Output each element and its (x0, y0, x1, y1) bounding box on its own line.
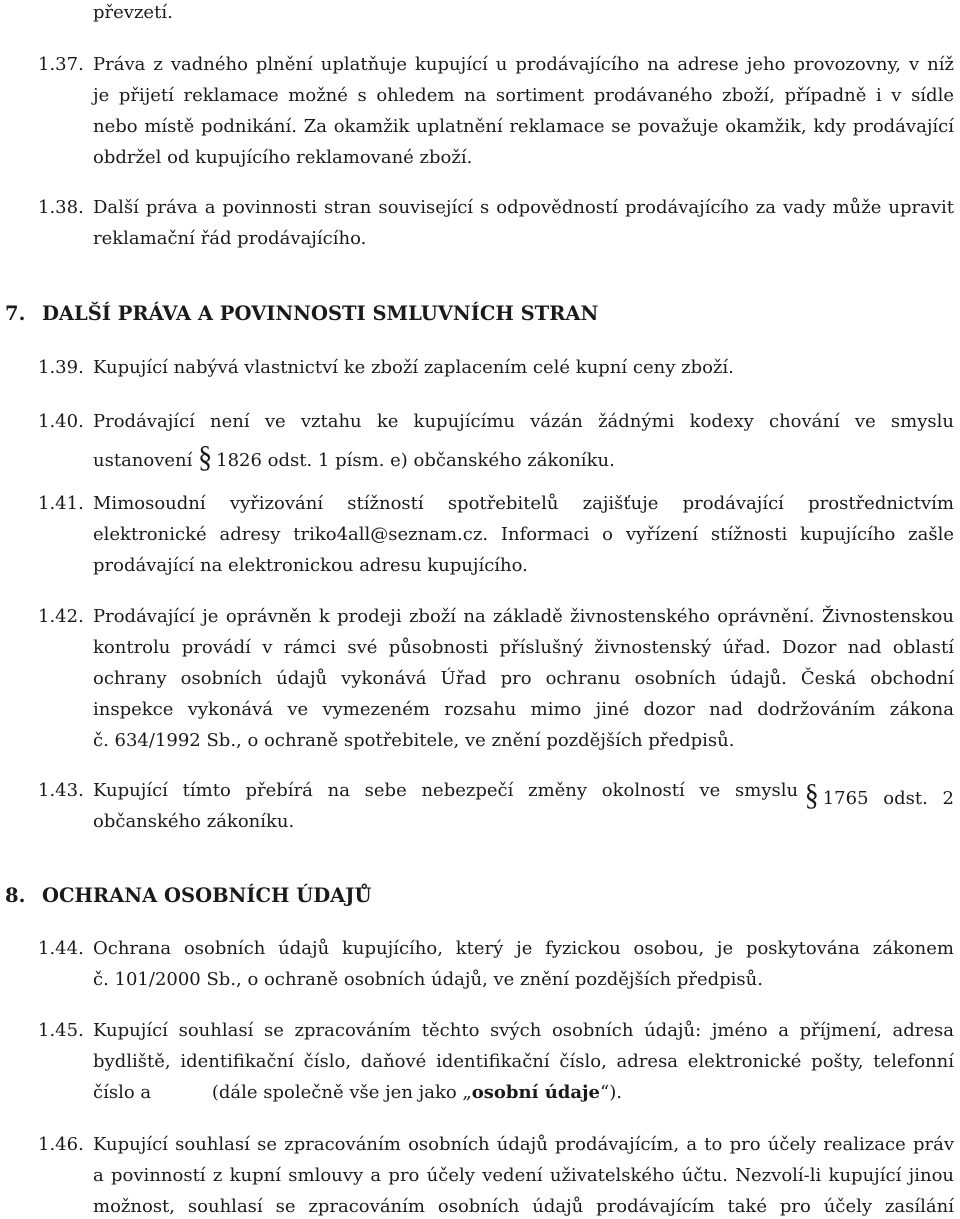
text-line: prodávající na elektronickou adresu kupujícího. (93, 555, 528, 576)
section-heading: DALŠÍ PRÁVA A POVINNOSTI SMLUVNÍCH STRAN (42, 302, 599, 325)
text-line: kontrolu provádí v rámci své působnosti příslušný živnostenský úřad. Dozor nad oblastí (93, 637, 954, 658)
text-fragment: “). (600, 1082, 622, 1103)
text-line: Práva z vadného plnění uplatňuje kupující u prodávajícího na adrese jeho provozovny, v níž (93, 54, 954, 75)
text-line: možnost, souhlasí se zpracováním osobních údajů prodávajícím také pro účely zasílání (93, 1196, 954, 1217)
clause-number: 1.44. (38, 938, 84, 959)
text-line: Prodávající není ve vztahu ke kupujícímu vázán žádnými kodexy chování ve smyslu (93, 411, 954, 432)
section-sign-icon: § (804, 778, 819, 813)
text-line: a povinností z kupní smlouvy a pro účely vedení uživatelského účtu. Nezvolí-li kupující jinou (93, 1165, 954, 1186)
text-line: převzetí. (93, 2, 173, 23)
text-fragment: ustanovení (93, 450, 193, 471)
clause-number: 1.38. (38, 197, 84, 218)
text-line (93, 442, 615, 474)
clause-number: 1.39. (38, 357, 84, 378)
text-fragment: 1826 odst. 1 písm. e) občanského zákoníku. (216, 450, 615, 471)
text-line: Kupující nabývá vlastnictví ke zboží zaplacením celé kupní ceny zboží. (93, 357, 734, 378)
section-heading: OCHRANA OSOBNÍCH ÚDAJŮ (42, 884, 372, 907)
text-line: je přijetí reklamace možné s ohledem na sortiment prodávaného zboží, případně i v sídle (93, 85, 954, 106)
text-line: Mimosoudní vyřizování stížností spotřebitelů zajišťuje prodávající prostřednictvím (93, 493, 954, 514)
text-line: obdržel od kupujícího reklamované zboží. (93, 147, 473, 168)
clause-number: 1.45. (38, 1020, 84, 1041)
text-line: Kupující souhlasí se zpracováním těchto svých osobních údajů: jméno a příjmení, adresa (93, 1020, 954, 1041)
text-line: reklamační řád prodávajícího. (93, 228, 367, 249)
text-line: bydliště, identifikační číslo, daňové identifikační číslo, adresa elektronické pošty, telefonní (93, 1051, 954, 1072)
clause-number: 1.46. (38, 1134, 84, 1155)
section-number: 7. (5, 302, 26, 325)
text-fragment: číslo a (93, 1082, 152, 1103)
text-line: č. 634/1992 Sb., o ochraně spotřebitele, ve znění pozdějších předpisů. (93, 730, 735, 751)
text-line: č. 101/2000 Sb., o ochraně osobních údajů, ve znění pozdějších předpisů. (93, 969, 763, 990)
text-fragment: (dále společně vše jen jako „ (211, 1082, 472, 1103)
text-line: nebo místě podnikání. Za okamžik uplatnění reklamace se považuje okamžik, kdy prodávající (93, 116, 954, 137)
text-line (93, 1082, 622, 1103)
clause-number: 1.42. (38, 606, 84, 627)
text-line: ochrany osobních údajů vykonává Úřad pro ochranu osobních údajů. Česká obchodní (93, 668, 954, 689)
text-line: Kupující souhlasí se zpracováním osobních údajů prodávajícím, a to pro účely realizace práv (93, 1134, 954, 1155)
text-line: Ochrana osobních údajů kupujícího, který je fyzickou osobou, je poskytována zákonem (93, 938, 954, 959)
clause-number: 1.43. (38, 780, 84, 801)
section-number: 8. (5, 884, 26, 907)
text-fragment: 1765 odst. 2 (822, 788, 954, 809)
text-line: Prodávající je oprávněn k prodeji zboží na základě živnostenského oprávnění. Živnostenskou (93, 606, 954, 627)
clause-number: 1.37. (38, 54, 84, 75)
section-sign-icon: § (198, 440, 213, 475)
text-line (93, 780, 954, 812)
text-fragment-bold: osobní údaje (471, 1082, 600, 1103)
clause-number: 1.41. (38, 493, 84, 514)
text-line: elektronické adresy triko4all@seznam.cz. Informaci o vyřízení stížnosti kupujícího zašle (93, 524, 954, 545)
text-fragment: Kupující tímto přebírá na sebe nebezpečí změny okolností ve smyslu (93, 780, 799, 801)
text-line: Další práva a povinnosti stran související s odpovědností prodávajícího za vady může upravit (93, 197, 954, 218)
clause-number: 1.40. (38, 411, 84, 432)
text-line: občanského zákoníku. (93, 811, 295, 832)
text-line: inspekce vykonává ve vymezeném rozsahu mimo jiné dozor nad dodržováním zákona (93, 699, 954, 720)
